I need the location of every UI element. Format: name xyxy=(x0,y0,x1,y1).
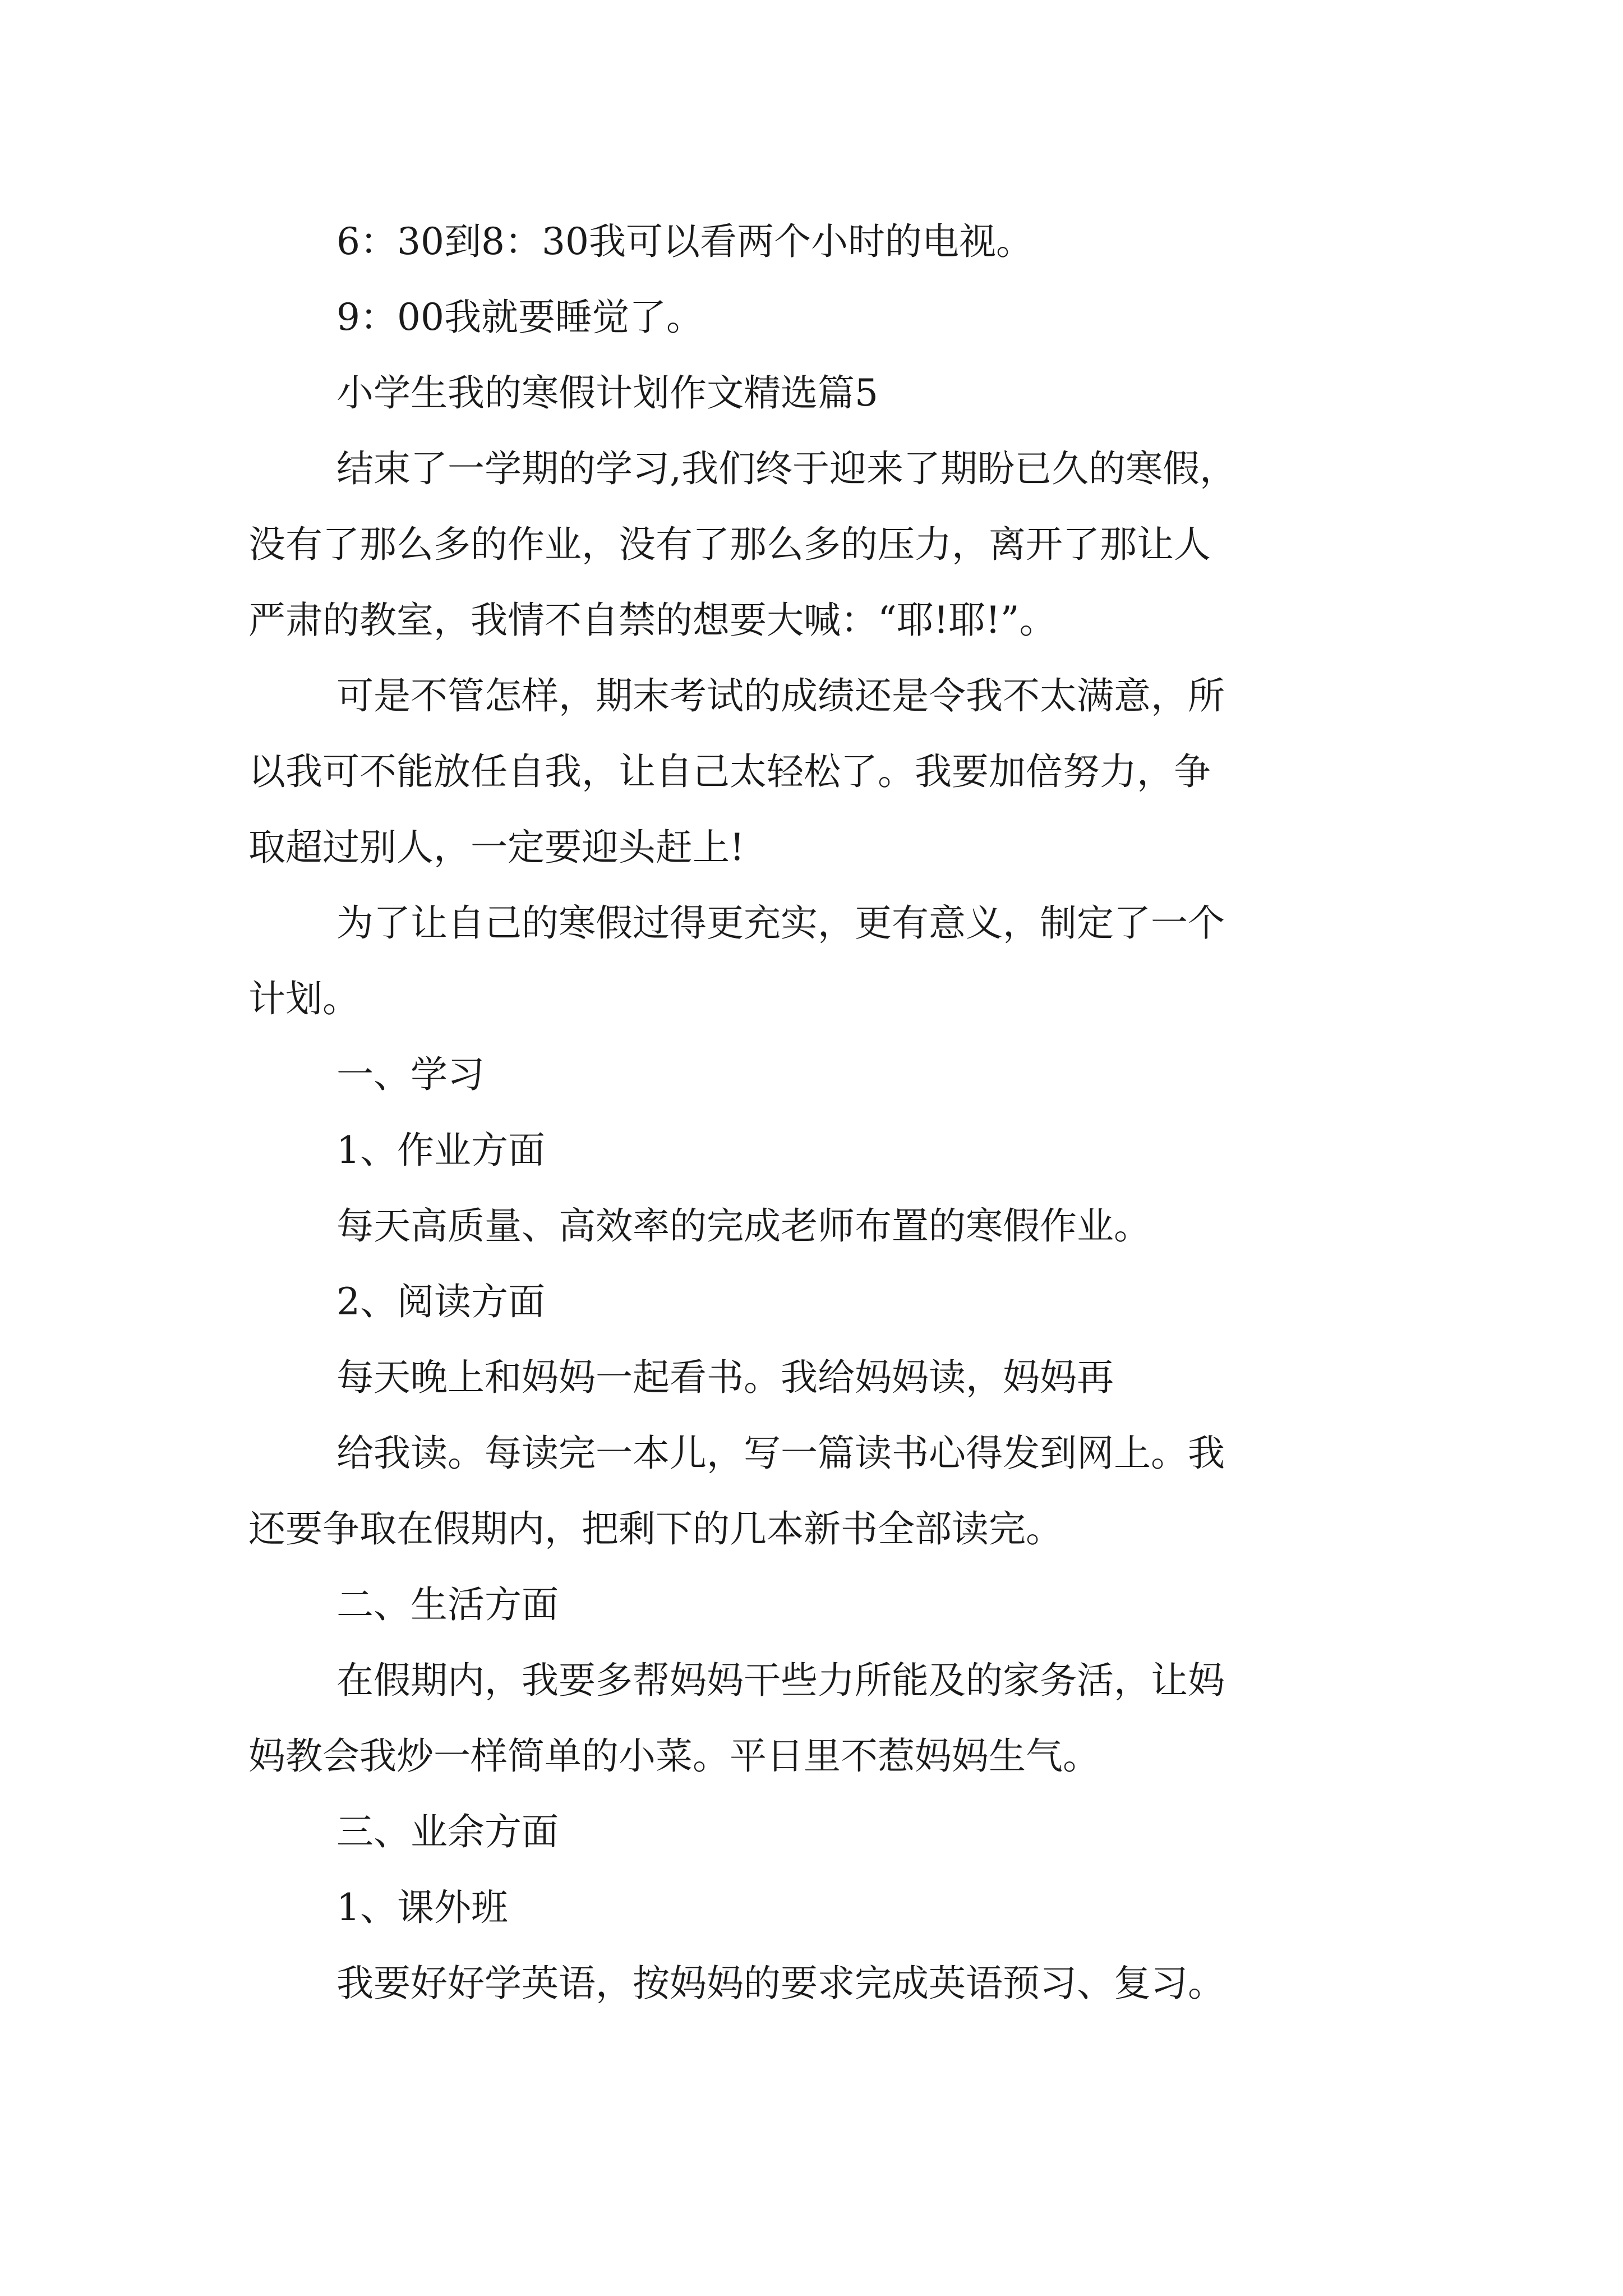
paragraph-1-line-3: 严肃的教室，我情不自禁的想要大喊：“耶!耶!”。 xyxy=(248,599,1057,642)
section-heading: 小学生我的寒假计划作文精选篇5 xyxy=(336,371,878,415)
paragraph-2-line-3: 取超过别人，一定要迎头赶上! xyxy=(248,826,745,869)
reading-text-line-3: 还要争取在假期内，把剩下的几本新书全部读完。 xyxy=(248,1507,1063,1550)
subheading-extracurricular: 1、课外班 xyxy=(336,1886,508,1929)
reading-text-line-2: 给我读。每读完一本儿，写一篇读书心得发到网上。我 xyxy=(336,1432,1225,1475)
paragraph-2-line-2: 以我可不能放任自我，让自己太轻松了。我要加倍努力，争 xyxy=(248,750,1211,793)
extracurricular-text: 我要好好学英语，按妈妈的要求完成英语预习、复习。 xyxy=(336,1962,1225,2005)
paragraph-3-line-2: 计划。 xyxy=(248,977,359,1020)
subheading-homework: 1、作业方面 xyxy=(336,1129,545,1172)
text-line-bedtime: 9：00我就要睡觉了。 xyxy=(336,296,703,339)
paragraph-2-line-1: 可是不管怎样，期末考试的成绩还是令我不太满意，所 xyxy=(336,674,1225,717)
paragraph-3-line-1: 为了让自己的寒假过得更充实，更有意义，制定了一个 xyxy=(336,901,1225,945)
text-line-tv-time: 6：30到8：30我可以看两个小时的电视。 xyxy=(336,220,1033,263)
heading-leisure: 三、业余方面 xyxy=(336,1810,559,1853)
heading-life: 二、生活方面 xyxy=(336,1583,559,1626)
life-text-line-2: 妈教会我炒一样简单的小菜。平日里不惹妈妈生气。 xyxy=(248,1734,1100,1778)
subheading-reading: 2、阅读方面 xyxy=(336,1280,545,1323)
paragraph-1-line-2: 没有了那么多的作业，没有了那么多的压力，离开了那让人 xyxy=(248,523,1211,566)
reading-text-line-1: 每天晚上和妈妈一起看书。我给妈妈读，妈妈再 xyxy=(336,1356,1114,1399)
paragraph-1-line-1: 结束了一学期的学习,我们终于迎来了期盼已久的寒假， xyxy=(336,447,1237,490)
homework-text: 每天高质量、高效率的完成老师布置的寒假作业。 xyxy=(336,1204,1151,1248)
life-text-line-1: 在假期内，我要多帮妈妈干些力所能及的家务活，让妈 xyxy=(336,1659,1225,1702)
heading-study: 一、学习 xyxy=(336,1053,485,1096)
